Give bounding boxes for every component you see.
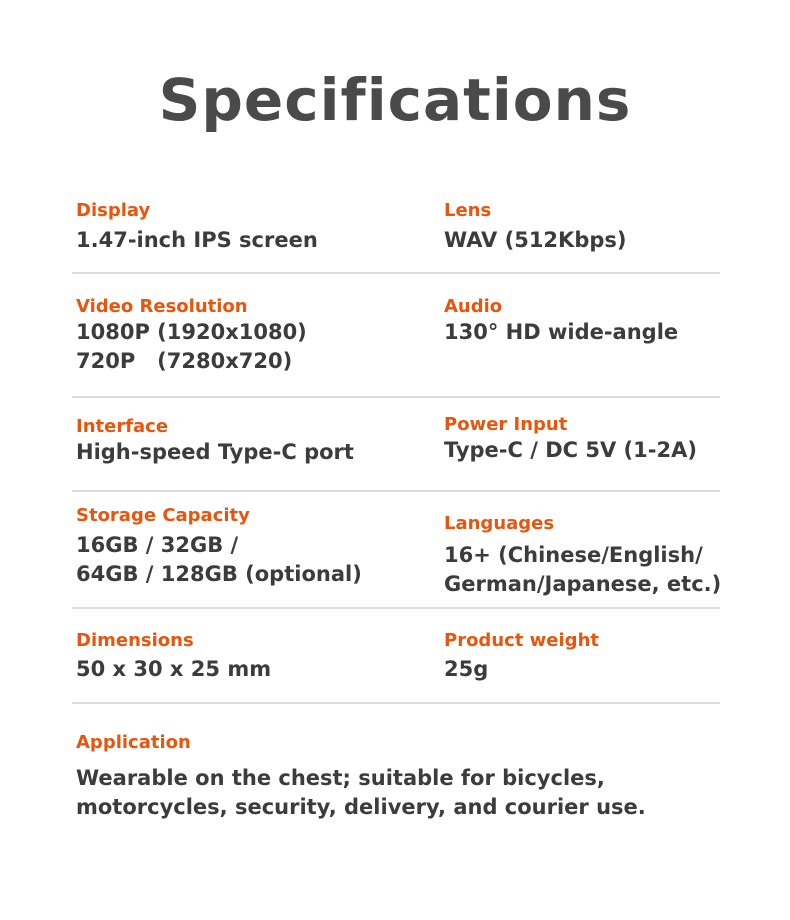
spec-value-display: 1.47-inch IPS screen bbox=[76, 228, 318, 252]
spec-row-storage-languages bbox=[72, 505, 720, 605]
spec-row-dimensions-weight bbox=[72, 630, 720, 690]
row-divider bbox=[72, 396, 720, 398]
spec-label-storage-capacity: Storage Capacity bbox=[76, 505, 250, 526]
row-divider bbox=[72, 702, 720, 704]
spec-value-application: Wearable on the chest; suitable for bicycles, motorcycles, security, delivery, and courier use. bbox=[76, 766, 646, 819]
spec-value-interface: High-speed Type-C port bbox=[76, 440, 354, 464]
spec-value-video-resolution-line2: 720P (7280x720) bbox=[76, 349, 293, 373]
spec-value-product-weight: 25g bbox=[444, 657, 489, 681]
spec-audio bbox=[444, 296, 678, 347]
spec-value-audio: 130° HD wide-angle bbox=[444, 320, 679, 344]
spec-value-storage-capacity-line1: 16GB / 32GB / bbox=[76, 533, 239, 557]
spec-interface bbox=[76, 416, 354, 467]
spec-value-lens: WAV (512Kbps) bbox=[444, 228, 627, 252]
spec-value-dimensions: 50 x 30 x 25 mm bbox=[76, 657, 272, 681]
spec-value-video-resolution-line1: 1080P (1920x1080) bbox=[76, 320, 307, 344]
row-divider bbox=[72, 607, 720, 609]
row-divider bbox=[72, 490, 720, 492]
spec-value-power-input: Type-C / DC 5V (1-2A) bbox=[444, 438, 697, 462]
spec-application bbox=[76, 732, 736, 822]
spec-product-weight bbox=[444, 630, 599, 684]
spec-label-application: Application bbox=[76, 732, 191, 753]
spec-label-video-resolution: Video Resolution bbox=[76, 296, 248, 317]
spec-label-languages: Languages bbox=[444, 513, 555, 534]
spec-dimensions bbox=[76, 630, 271, 684]
spec-label-power-input: Power Input bbox=[444, 414, 568, 435]
spec-display bbox=[76, 200, 318, 255]
spec-storage-capacity bbox=[76, 505, 362, 589]
spec-label-product-weight: Product weight bbox=[444, 630, 599, 651]
page-title: Specifications bbox=[158, 66, 632, 134]
spec-value-languages-line2: German/Japanese, etc.) bbox=[444, 572, 722, 596]
spec-row-video-audio bbox=[72, 296, 720, 386]
spec-label-display: Display bbox=[76, 200, 151, 221]
row-divider bbox=[72, 272, 720, 274]
spec-lens bbox=[444, 200, 626, 255]
spec-label-interface: Interface bbox=[76, 416, 169, 437]
spec-row-interface-power bbox=[72, 414, 720, 474]
spec-power-input bbox=[444, 414, 697, 465]
spec-label-lens: Lens bbox=[444, 200, 492, 221]
spec-languages bbox=[444, 513, 721, 599]
spec-value-storage-capacity-line2: 64GB / 128GB (optional) bbox=[76, 562, 362, 586]
spec-label-audio: Audio bbox=[444, 296, 503, 317]
spec-value-languages-line1: 16+ (Chinese/English/ bbox=[444, 543, 703, 567]
spec-row-display-lens bbox=[72, 200, 720, 270]
spec-video-resolution bbox=[76, 296, 307, 376]
spec-label-dimensions: Dimensions bbox=[76, 630, 194, 651]
